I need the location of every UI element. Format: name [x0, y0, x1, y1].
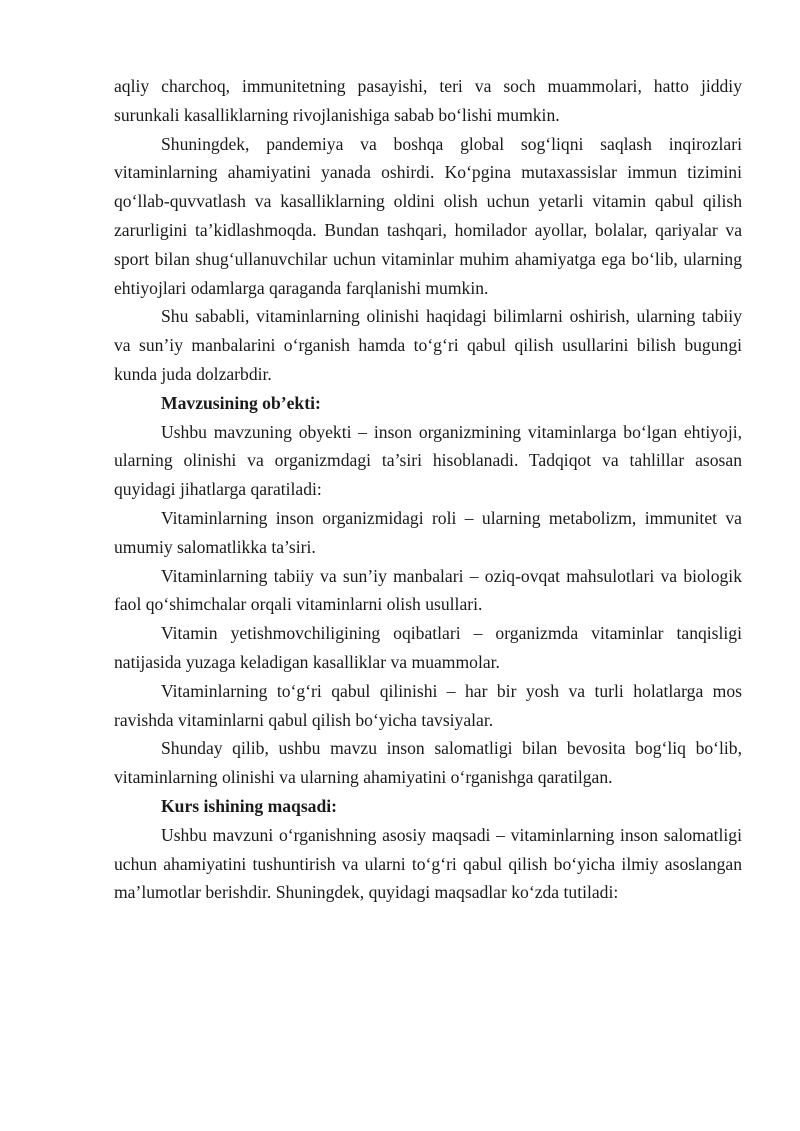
paragraph-relevance: Shu sababli, vitaminlarning olinishi haqidagi bilimlarni oshirish, ularning tabiiy va sun’iy manbalarini o‘rganish hamda to‘g‘ri qabul qilish usullarini bilish bugungi kunda juda dolzarbdir. — [114, 306, 742, 384]
paragraph-role: Vitaminlarning inson organizmidagi roli – ularning metabolizm, immunitet va umumiy salomatlikka ta’siri. — [114, 507, 742, 557]
paragraph-object: Ushbu mavzuning obyekti – inson organizmining vitaminlarga bo‘lgan ehtiyoji, ularning olinishi va organizmdagi ta’siri hisoblanadi. Tadqiqot va tahlillar asosan quyidagi jihatlarga qaratiladi: — [114, 421, 742, 500]
paragraph-goal: Ushbu mavzuni o‘rganishning asosiy maqsadi – vitaminlarning inson salomatligi uchun ahamiyatini tushuntirish va ularni to‘g‘ri qabul qilish bo‘yicha ilmiy asoslangan ma’lumotlar berishdir. Shuningdek, quyidagi maqsadlar ko‘zda tutiladi: — [114, 824, 742, 903]
paragraph-conclusion: Shunday qilib, ushbu mavzu inson salomatligi bilan bevosita bog‘liq bo‘lib, vitaminlarning olinishi va ularning ahamiyatini o‘rganishga qaratilgan. — [114, 738, 742, 788]
paragraph-continuation: aqliy charchoq, immunitetning pasayishi, teri va soch muammolari, hatto jiddiy surunkali kasalliklarning rivojlanishiga sabab bo‘lishi mumkin. — [114, 76, 742, 125]
document-page — [114, 72, 742, 907]
heading-object: Mavzusining ob’ekti: — [161, 392, 321, 413]
paragraph-deficiency: Vitamin yetishmovchiligining oqibatlari – organizmda vitaminlar tanqisligi natijasida yuzaga keladigan kasalliklar va muammolar. — [114, 623, 742, 672]
paragraph-sources: Vitaminlarning tabiiy va sun’iy manbalari – oziq-ovqat mahsulotlari va biologik faol qo‘shimchalar orqali vitaminlarni olish usullari. — [114, 565, 742, 615]
paragraph-pandemic: Shuningdek, pandemiya va boshqa global sog‘liqni saqlash inqirozlari vitaminlarning ahamiyatini yanada oshirdi. Ko‘pgina mutaxassislar immun tizimini qo‘llab-quvvatlash va kasalliklarning oldini olish uchun yetarli vitamin qabul qilish zarurligini ta’kidlashmoqda. Bundan tashqari, homilador ayollar, bolalar, qariyalar va sport bilan shug‘ullanuvchilar uchun vitaminlar muhim ahamiyatga ega bo‘lib, ularning ehtiyojlari odamlarga qaraganda farqlanishi mumkin. — [114, 133, 742, 298]
heading-goal: Kurs ishining maqsadi: — [161, 795, 337, 816]
paragraph-intake: Vitaminlarning to‘g‘ri qabul qilinishi – har bir yosh va turli holatlarga mos ravishda vitaminlarni qabul qilish bo‘yicha tavsiyalar. — [114, 680, 742, 730]
